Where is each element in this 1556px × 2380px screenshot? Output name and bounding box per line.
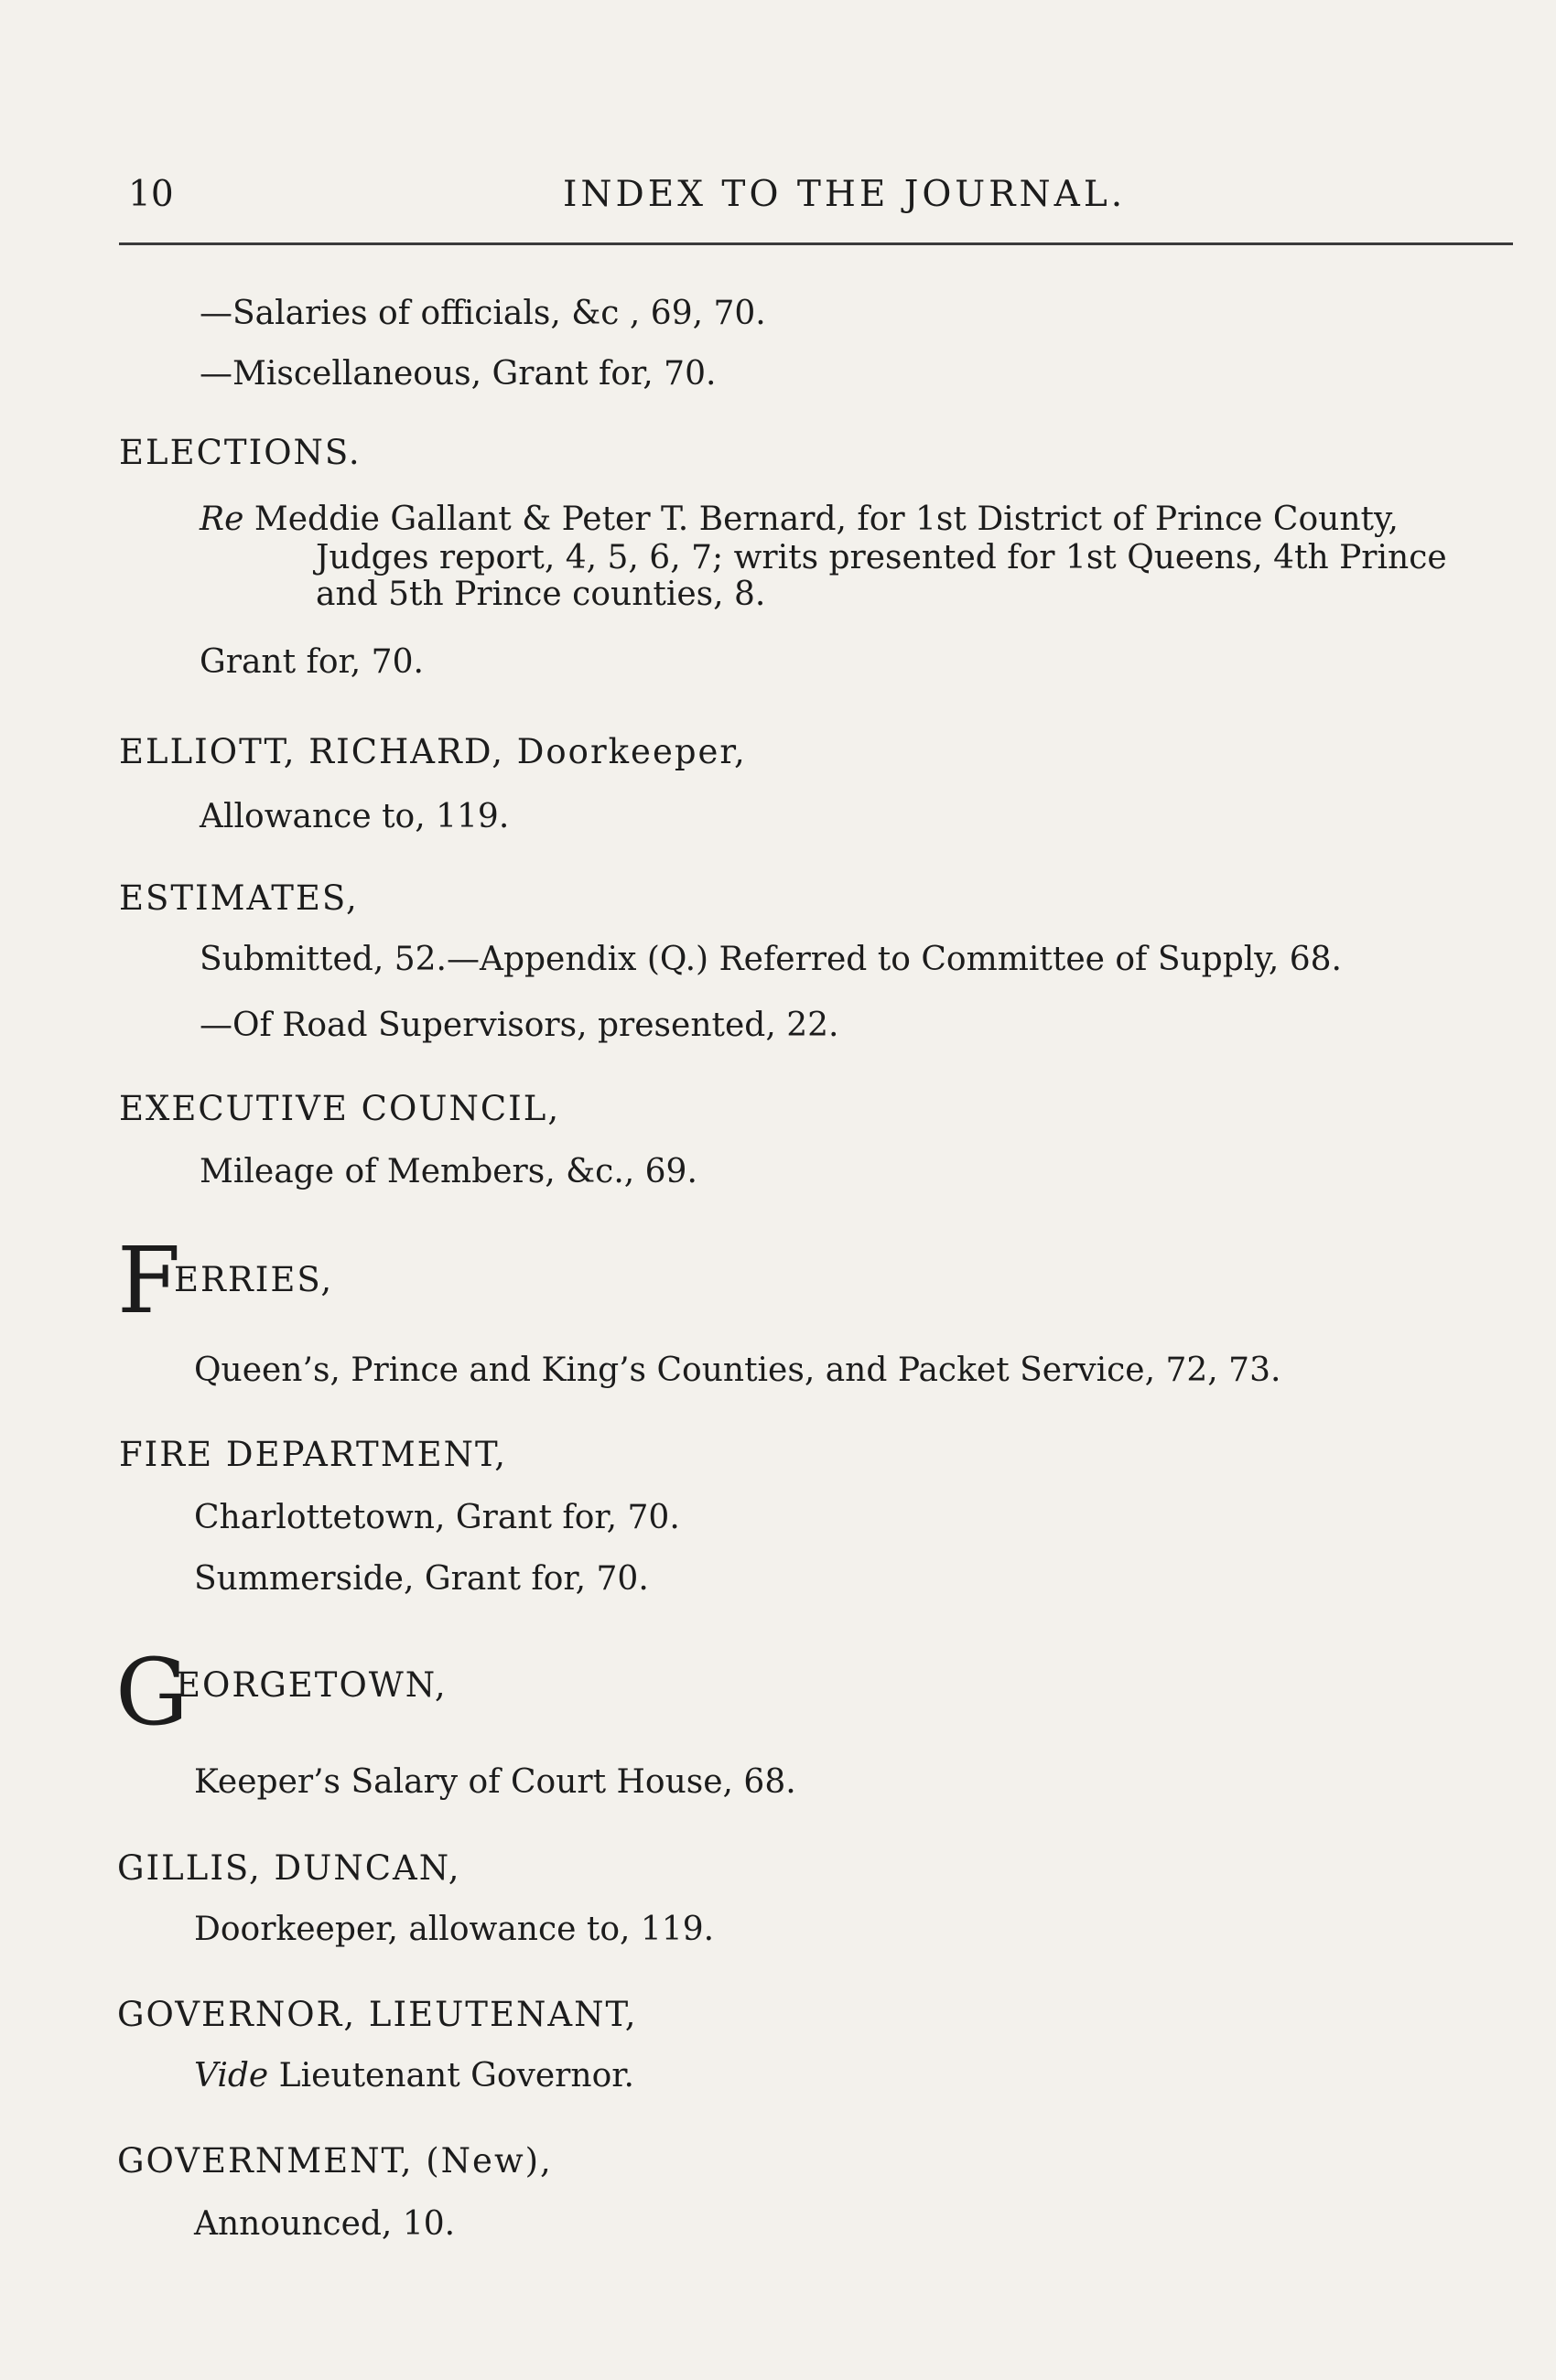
- fire-line-1: Charlottetown, Grant for, 70.: [194, 1499, 680, 1536]
- heading-gillis: GILLIS, DUNCAN,: [117, 1848, 461, 1888]
- header-rule: [119, 242, 1513, 245]
- index-line-salaries: —Salaries of officials, &c , 69, 70.: [200, 295, 766, 332]
- governor-line-1: [194, 2057, 634, 2095]
- estimates-line-2: —Of Road Supervisors, presented, 22.: [200, 1007, 839, 1044]
- elections-line-2: Judges report, 4, 5, 6, 7; writs presented for 1st Queens, 4th Prince: [316, 539, 1447, 576]
- government-line-1: Announced, 10.: [194, 2205, 456, 2243]
- fire-line-2: Summerside, Grant for, 70.: [194, 1560, 649, 1598]
- dropcap-g: G: [115, 1639, 189, 1746]
- page-number: 10: [128, 174, 174, 215]
- georgetown-line-1: Keeper’s Salary of Court House, 68.: [194, 1763, 796, 1801]
- gillis-line-1: Doorkeeper, allowance to, 119.: [194, 1911, 715, 1948]
- heading-elliott: ELLIOTT, RICHARD, Doorkeeper,: [119, 732, 747, 771]
- heading-fire-department: FIRE DEPARTMENT,: [119, 1435, 507, 1474]
- heading-elections: ELECTIONS.: [119, 433, 362, 472]
- elections-line-1-text: Meddie Gallant & Peter T. Bernard, for 1st District of Prince County,: [243, 501, 1399, 538]
- dropcap-f: F: [117, 1227, 181, 1334]
- heading-estimates: ESTIMATES,: [119, 878, 359, 918]
- heading-governor: GOVERNOR, LIEUTENANT,: [117, 1995, 638, 2034]
- heading-ferries: ERRIES,: [174, 1260, 334, 1299]
- elections-line-1: [200, 501, 1399, 538]
- re-prefix: Re: [200, 501, 244, 538]
- vide-prefix: Vide: [194, 2057, 269, 2095]
- elections-grant: Grant for, 70.: [200, 643, 424, 681]
- heading-executive-council: EXECUTIVE COUNCIL,: [119, 1089, 561, 1128]
- heading-georgetown: EORGETOWN,: [176, 1665, 448, 1705]
- ferries-line-1: Queen’s, Prince and King’s Counties, and Packet Service, 72, 73.: [194, 1352, 1281, 1389]
- running-head: INDEX TO THE JOURNAL.: [563, 174, 1127, 215]
- estimates-line-1: Submitted, 52.—Appendix (Q.) Referred to Committee of Supply, 68.: [200, 941, 1342, 978]
- elections-line-3: and 5th Prince counties, 8.: [316, 576, 766, 613]
- elliott-line-1: Allowance to, 119.: [200, 798, 510, 835]
- heading-government: GOVERNMENT, (New),: [117, 2141, 553, 2181]
- governor-line-1-text: Lieutenant Governor.: [268, 2057, 634, 2095]
- executive-line-1: Mileage of Members, &c., 69.: [200, 1153, 697, 1190]
- index-line-miscellaneous: —Miscellaneous, Grant for, 70.: [200, 355, 717, 393]
